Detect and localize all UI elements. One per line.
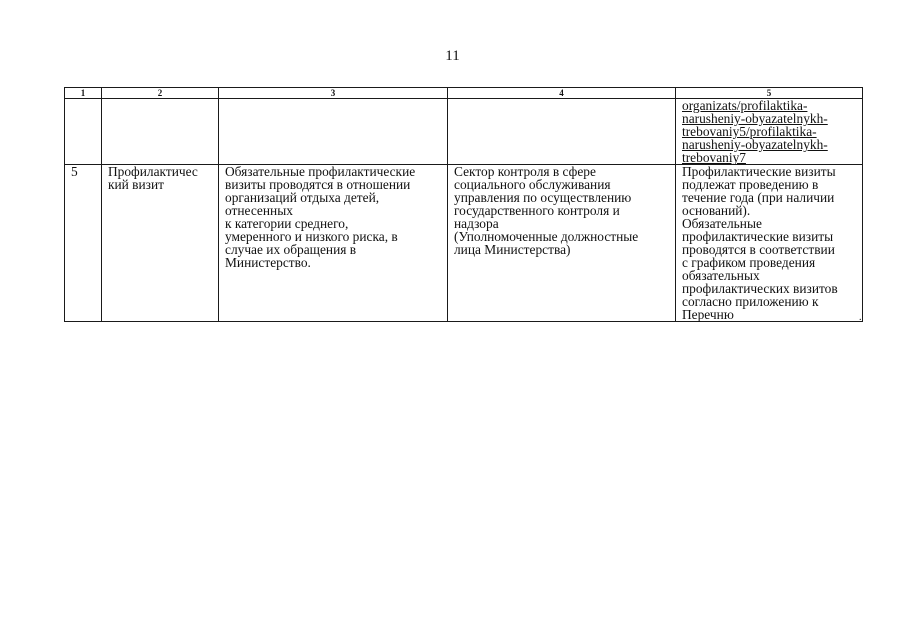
table-row xyxy=(65,165,863,322)
measure-type-cell xyxy=(102,99,219,165)
column-header: 4 xyxy=(448,88,676,99)
measure-type-text: Профилактичес кий визит xyxy=(108,164,198,192)
measure-type-cell xyxy=(102,165,219,322)
row-number-cell: 5 xyxy=(65,165,102,322)
column-header: 5 xyxy=(676,88,863,99)
responsible-cell xyxy=(448,165,676,322)
notes-cell xyxy=(676,165,863,322)
page-number: 11 xyxy=(445,48,460,64)
description-text: Обязательные профилактические визиты проводятся в отношении организаций отдыха детей, отнесенных к категории среднего, умеренного и низкого риска, в случае их обращения в Министерство. xyxy=(225,164,416,270)
row-number-cell xyxy=(65,99,102,165)
scan-mark: . xyxy=(859,312,862,323)
table-row xyxy=(65,99,863,165)
description-cell xyxy=(219,165,448,322)
column-header: 3 xyxy=(219,88,448,99)
column-header: 2 xyxy=(102,88,219,99)
column-header: 1 xyxy=(65,88,102,99)
table-header-row xyxy=(65,88,863,99)
description-cell xyxy=(219,99,448,165)
responsible-cell xyxy=(448,99,676,165)
notes-cell xyxy=(676,99,863,165)
notes-text: Профилактические визиты подлежат проведению в течение года (при наличии оснований). Обязательные профилактические визиты проводятся в соответствии с графиком проведения обязательных профилактических визитов согласно приложению к Перечню xyxy=(682,164,838,322)
profilaktika-link[interactable]: organizats/profilaktika- narusheniy-obyazatelnykh- trebovaniy5/profilaktika- narusheniy-obyazatelnykh- trebovaniy7 xyxy=(682,98,828,165)
responsible-text: Сектор контроля в сфере социального обслуживания управления по осуществлению государственного контроля и надзора (Уполномоченные должностные лица Министерства) xyxy=(454,164,639,257)
measures-table xyxy=(64,87,863,322)
